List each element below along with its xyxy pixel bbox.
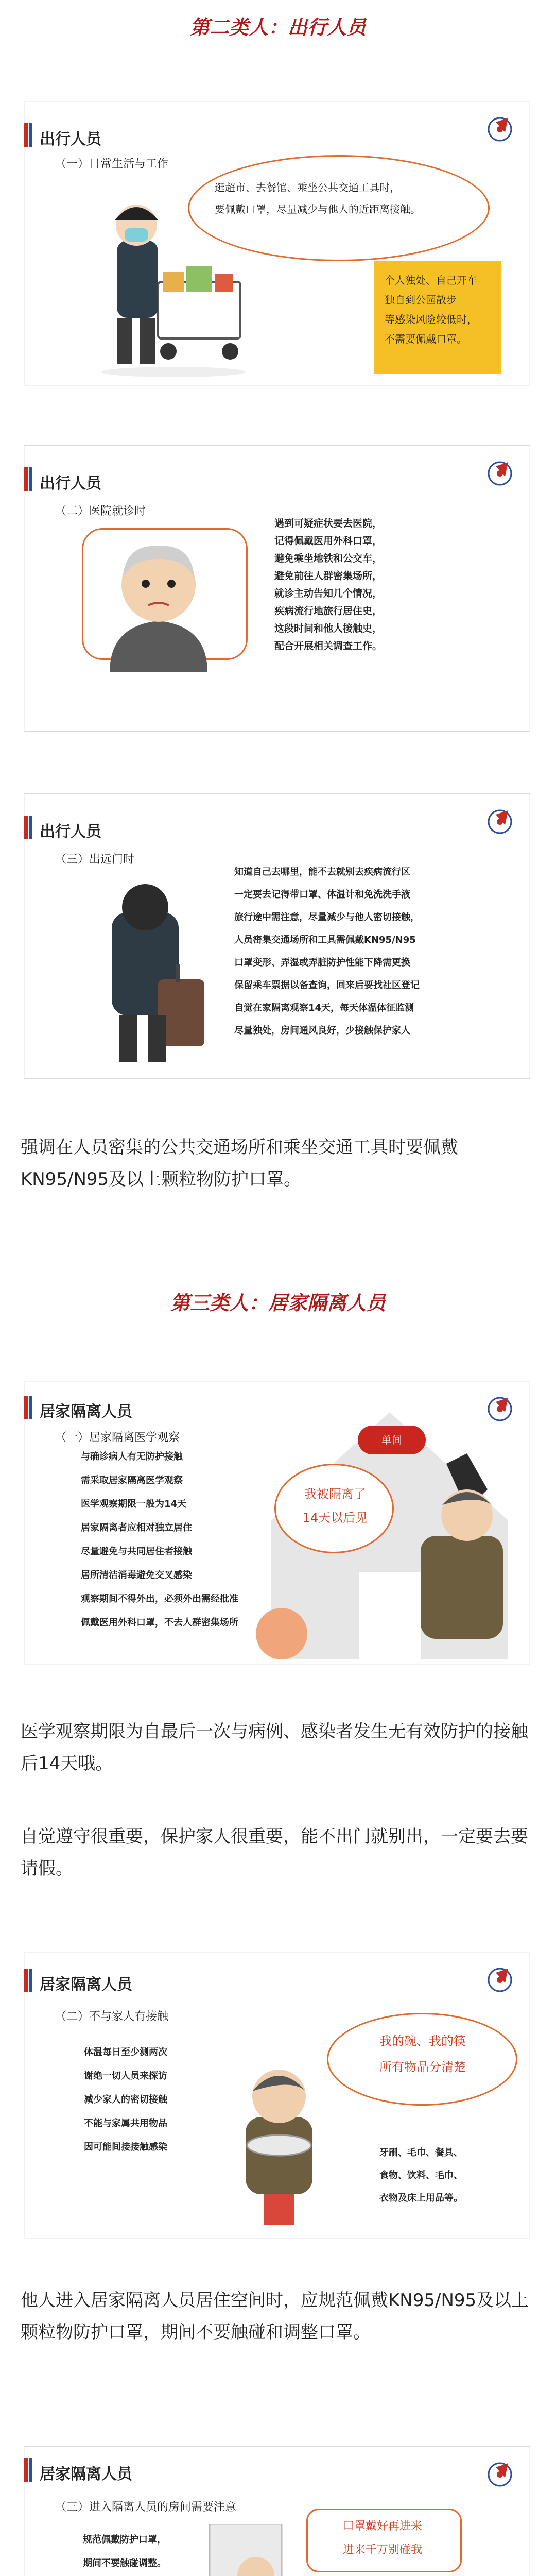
item-line: 衣物及床上用品等。	[379, 2193, 463, 2204]
trip-tips	[234, 861, 502, 1042]
card-no-contact	[24, 1952, 530, 2239]
card-subtitle: （三）进入隔离人员的房间需要注意	[55, 2501, 237, 2514]
accent-bar-red	[24, 816, 28, 839]
nurse-with-disinfectant-illustration	[428, 2570, 520, 2576]
tip-line: 居家隔离者应相对独立居住	[81, 1522, 192, 1533]
bubble-line: 我的碗、我的筷	[379, 2034, 466, 2048]
section-title-home-isolation: 第三类人：居家隔离人员	[170, 1292, 386, 1314]
tip-line: 知道自己去哪里，能不去就别去疾病流行区	[234, 867, 410, 877]
accent-bar-blue	[29, 1969, 32, 1992]
tip-line: 疾病流行地旅行居住史，	[274, 605, 383, 617]
card-hospital-visit	[24, 445, 530, 732]
note-line: 等感染风险较低时，	[385, 313, 477, 326]
card-daily-life	[24, 101, 530, 386]
card-subtitle: （一）居家隔离医学观察	[55, 1431, 180, 1444]
bubble-line: 我被隔离了	[304, 1487, 366, 1501]
tip-line: 配合开展相关调查工作。	[274, 640, 383, 652]
bubble-line: 所有物品分清楚	[379, 2060, 466, 2074]
tip-line: 遇到可疑症状要去医院，	[274, 518, 383, 529]
note-line: 个人独处、自己开车	[385, 274, 477, 286]
card-subtitle: （二）医院就诊时	[55, 505, 146, 518]
paragraph-stay-home: 自觉遵守很重要，保护家人很重要，能不出门就别出，一定要去要请假。	[21, 1826, 528, 1879]
tip-line: 医学观察期限一般为14天	[81, 1499, 187, 1510]
health-logo-icon	[484, 1962, 517, 1995]
bubble-text	[289, 1482, 381, 1530]
tip-line: 一定要去记得带口罩、体温计和免洗洗手液	[234, 889, 410, 900]
tip-line: 口罩变形、弄湿或弄脏防护性能下降需更换	[234, 957, 410, 968]
tip-line: 谢绝一切人员来探访	[84, 2071, 167, 2081]
card-title: 居家隔离人员	[40, 1403, 132, 1421]
tip-line: 尽量避免与共同居住者接触	[81, 1546, 192, 1557]
bubble-line: 口罩戴好再进来	[342, 2520, 422, 2533]
tip-line: 与确诊病人有无防护接触	[81, 1451, 183, 1462]
tip-line: 居所清洁消毒避免交叉感染	[81, 1570, 192, 1581]
item-line: 食物、饮料、毛巾、	[379, 2170, 463, 2181]
man-with-bowl-illustration	[220, 2055, 338, 2230]
tip-line: 规范佩戴防护口罩，	[83, 2534, 166, 2545]
tip-note	[374, 261, 501, 374]
card-subtitle: （二）不与家人有接触	[55, 2010, 169, 2023]
accent-bar-blue	[29, 467, 32, 491]
card-title: 出行人员	[40, 474, 101, 493]
tip-line: 记得佩戴医用外科口罩，	[274, 535, 383, 547]
paragraph-visitor-mask: 他人进入居家隔离人员居住空间时，应规范佩戴KN95/N95及以上颗粒物防护口罩，期间不要触碰和调整口罩。	[21, 2290, 529, 2343]
item-line: 牙刷、毛巾、餐具、	[379, 2147, 463, 2158]
accent-bar-blue	[29, 816, 32, 839]
card-subtitle: （一）日常生活与工作	[55, 158, 169, 171]
paragraph-mask-advice: 强调在人员密集的公共交通场所和乘坐交通工具时要佩戴KN95/N95及以上颗粒物防护口罩。	[21, 1137, 458, 1190]
tip-line: 自觉在家隔离观察14天，每天体温体征监测	[234, 1003, 414, 1013]
room-tag: 单间	[358, 1426, 426, 1454]
tip-line: 减少家人的密切接触	[84, 2094, 167, 2105]
paragraph-observation-period: 医学观察期限为自最后一次与病例、感染者发生无有效防护的接触后14天哦。	[21, 1721, 528, 1774]
tip-line: 旅行途中需注意，尽量减少与他人密切接触，	[234, 912, 420, 923]
accent-bar-blue	[29, 2458, 32, 2482]
section-title-travelers: 第二类人：出行人员	[189, 16, 366, 39]
note-line: 不需要佩戴口罩。	[385, 333, 467, 345]
accent-bar-blue	[29, 123, 32, 147]
tip-line: 保留乘车票据以备查询，回来后要找社区登记	[234, 980, 420, 991]
tip-line: 需采取居家隔离医学观察	[81, 1475, 183, 1486]
tip-line: 人员密集交通场所和工具需佩戴KN95/N95	[234, 935, 416, 945]
hospital-tips	[274, 515, 460, 655]
personal-items	[379, 2142, 518, 2210]
health-logo-icon	[484, 804, 517, 837]
accent-bar-red	[24, 1969, 28, 1992]
card-title: 出行人员	[40, 823, 101, 841]
card-entering-room	[24, 2446, 530, 2576]
accent-bar-red	[24, 2458, 28, 2482]
bubble-text	[340, 2028, 505, 2080]
card-title: 居家隔离人员	[40, 2465, 132, 2483]
tip-line: 避免乘坐地铁和公交车，	[274, 553, 383, 564]
card-subtitle: （三）出远门时	[55, 853, 135, 866]
tip-line: 尽量独处，房间通风良好，少接触保护家人	[234, 1025, 410, 1036]
accent-bar-red	[24, 123, 28, 147]
accent-bar-red	[24, 467, 28, 491]
accent-bar-blue	[29, 1396, 32, 1419]
health-logo-icon	[484, 112, 517, 145]
accent-bar-red	[24, 1396, 28, 1419]
bubble-line: 进来千万别碰我	[342, 2544, 422, 2556]
tip-line: 避免前往人群密集场所，	[274, 570, 383, 582]
tip-line: 期间不要触碰调整。	[83, 2558, 166, 2569]
card-title: 出行人员	[40, 130, 101, 148]
tip-line: 这段时间和他人接触史，	[274, 623, 383, 634]
note-line: 独自到公园散步	[385, 294, 457, 306]
bubble-line: 逛超市、去餐馆、乘坐公共交通工具时，	[215, 181, 400, 194]
bubble-line: 要佩戴口罩，尽量减少与他人的近距离接触。	[215, 203, 421, 215]
tip-line: 观察期间不得外出，必须外出需经批准	[81, 1594, 238, 1604]
card-home-observation	[24, 1381, 530, 1665]
health-logo-icon	[484, 456, 517, 489]
card-title: 居家隔离人员	[40, 1976, 132, 1994]
man-at-door-illustration	[199, 2524, 302, 2576]
card-long-trip	[24, 793, 530, 1079]
traveler-with-suitcase-illustration	[81, 876, 215, 1072]
tip-line: 体温每日至少测两次	[84, 2047, 167, 2058]
speech-box-text	[312, 2515, 453, 2562]
tip-line: 因可能间接接触感染	[84, 2142, 167, 2153]
tip-line: 佩戴医用外科口罩，不去人群密集场所	[81, 1617, 238, 1628]
tip-line: 不能与家属共用物品	[84, 2118, 167, 2129]
bubble-line: 14天以后见	[302, 1511, 368, 1525]
elderly-man-illustration	[89, 523, 228, 672]
tip-line: 就诊主动告知几个情况，	[274, 588, 383, 599]
health-logo-icon	[484, 2457, 517, 2490]
